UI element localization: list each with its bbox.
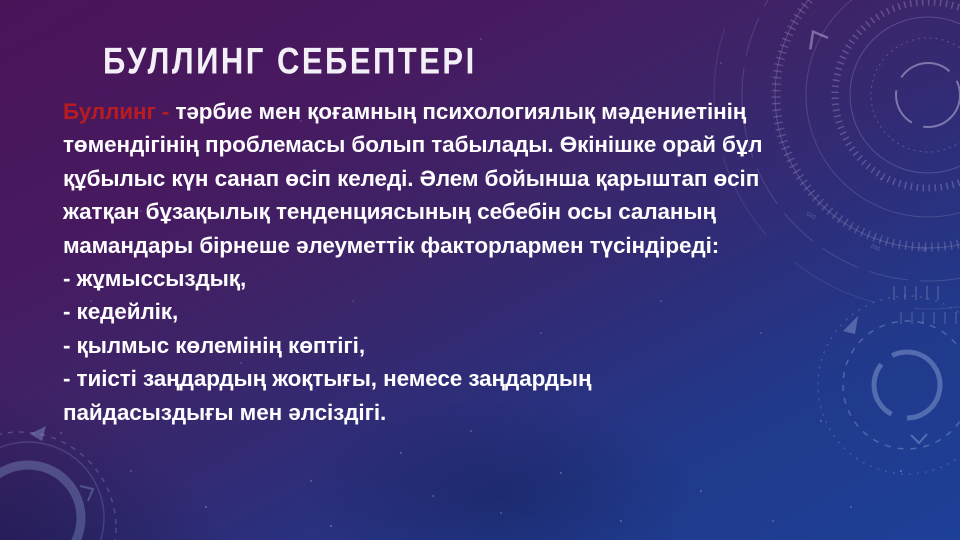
body-line: төмендігінің проблемасы болып табылады. Өкінішке орай бұл: [63, 132, 763, 158]
dial-number-label: 092: [805, 211, 817, 222]
body-line: құбылыс күн санап өсіп келеді. Әлем бойынша қарыштап өсіп: [63, 165, 760, 191]
arrow-left-icon: [30, 426, 46, 441]
chevron-icon: [80, 486, 93, 501]
list-line: - тиісті заңдардың жоқтығы, немесе заңдардың: [63, 366, 592, 392]
ring-icon: [0, 465, 81, 540]
list-line: - кедейлік,: [63, 299, 179, 325]
chevron-up-icon: [804, 27, 829, 49]
body-line: жатқан бұзақылық тенденциясының себебін осы саланың: [63, 199, 717, 225]
body-line-text: тәрбие мен қоғамның психологиялық мәдениетінің: [175, 99, 747, 124]
background-star-specks: [0, 0, 2, 2]
body-lead-accent: Буллинг -: [63, 99, 176, 124]
list-line: пайдасыздығы мен әлсіздігі.: [63, 399, 387, 425]
list-line: - жұмыссыздық,: [63, 266, 247, 292]
dial-number-label: 08: [919, 246, 928, 254]
chevron-down-icon: [911, 434, 927, 443]
body-line: мамандары бірнеше әлеуметтік факторлармен түсіндіреді:: [63, 232, 720, 258]
slide-body: [63, 95, 923, 429]
decor-rings-bottom-left: [0, 426, 116, 540]
body-line: [63, 95, 923, 128]
dial-number-label: 260: [869, 243, 881, 254]
dashed-orbit-icon: [0, 432, 116, 540]
slide-title: БУЛЛИНГ СЕБЕПТЕРІ: [103, 40, 477, 82]
ring-icon: [0, 442, 104, 540]
list-line: - қылмыс көлемінің көптігі,: [63, 332, 365, 358]
